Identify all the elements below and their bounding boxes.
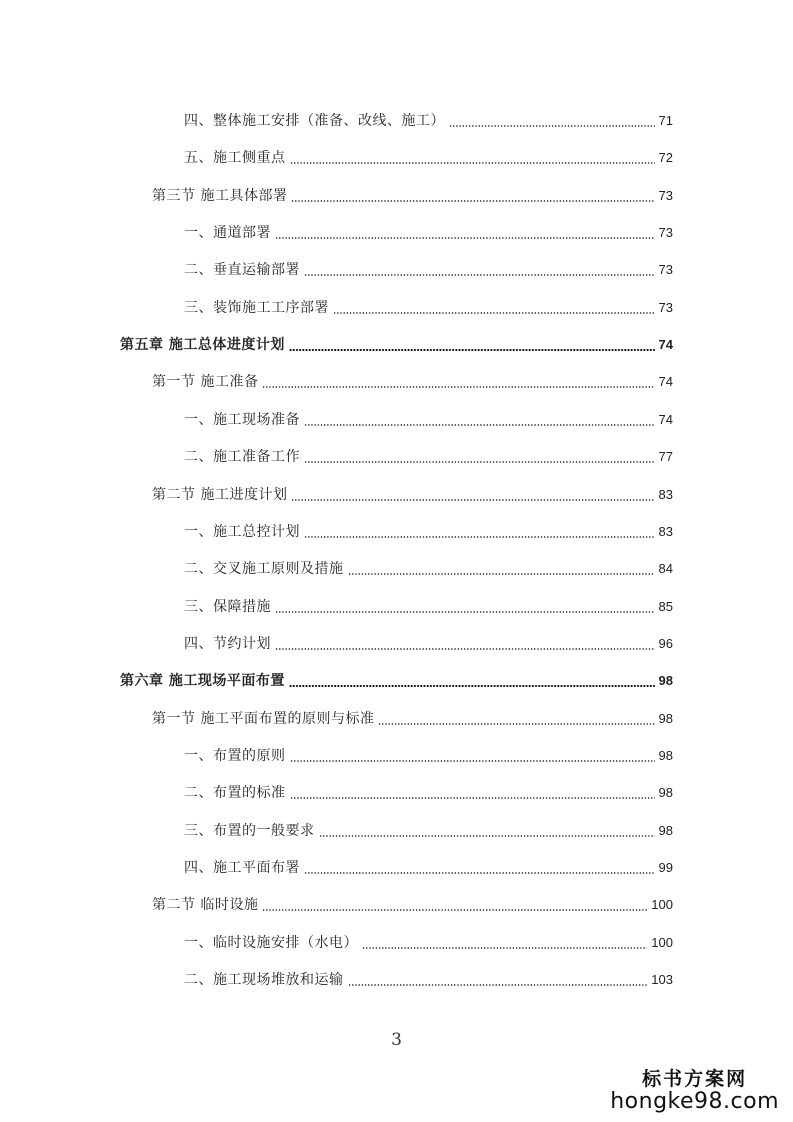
- toc-subsection-entry[interactable]: [184, 820, 673, 842]
- toc-dot-leader: [362, 947, 647, 949]
- toc-entry-title: 二、布置的标准: [184, 785, 286, 802]
- toc-entry-page: 98: [658, 747, 673, 763]
- toc-dot-leader: [378, 723, 654, 725]
- toc-section-entry[interactable]: [152, 484, 673, 506]
- toc-subsection-entry[interactable]: [184, 969, 673, 991]
- toc-entry-page: 98: [658, 673, 673, 689]
- toc-entry-page: 85: [658, 598, 673, 614]
- toc-dot-leader: [275, 611, 655, 613]
- toc-dot-leader: [304, 461, 655, 463]
- toc-dot-leader: [304, 872, 655, 874]
- toc-section-entry[interactable]: [152, 185, 673, 207]
- toc-entry-page: 73: [658, 187, 673, 203]
- toc-entry-title: 一、布置的原则: [184, 747, 286, 764]
- toc-entry-title: 第三节 施工具体部署: [152, 187, 288, 204]
- toc-dot-leader: [291, 499, 654, 501]
- toc-section-entry[interactable]: [152, 371, 673, 393]
- toc-subsection-entry[interactable]: [184, 745, 673, 767]
- toc-entry-title: 四、节约计划: [184, 635, 271, 652]
- toc-dot-leader: [290, 797, 655, 799]
- toc-entry-title: 三、装饰施工工序部署: [184, 299, 329, 316]
- toc-chapter-entry[interactable]: [120, 670, 673, 692]
- toc-entry-title: 三、保障措施: [184, 598, 271, 615]
- toc-subsection-entry[interactable]: [184, 147, 673, 169]
- toc-dot-leader: [275, 237, 655, 239]
- toc-entry-title: 第二节 临时设施: [152, 897, 259, 914]
- watermark-chinese: 标书方案网: [642, 1068, 748, 1090]
- toc-dot-leader: [333, 312, 655, 314]
- toc-entry-title: 二、交叉施工原则及措施: [184, 561, 344, 578]
- toc-dot-leader: [290, 162, 655, 164]
- toc-dot-leader: [262, 386, 654, 388]
- toc-dot-leader: [304, 536, 655, 538]
- toc-entry-page: 96: [658, 635, 673, 651]
- toc-subsection-entry[interactable]: [184, 409, 673, 431]
- toc-entry-title: 二、垂直运输部署: [184, 262, 300, 279]
- toc-entry-page: 103: [651, 972, 673, 988]
- toc-entry-title: 第一节 施工准备: [152, 374, 259, 391]
- toc-entry-page: 72: [658, 150, 673, 166]
- toc-entry-page: 77: [658, 449, 673, 465]
- toc-entry-title: 第五章 施工总体进度计划: [120, 337, 285, 354]
- toc-subsection-entry[interactable]: [184, 222, 673, 244]
- toc-section-entry[interactable]: [152, 894, 673, 916]
- toc-entry-page: 100: [651, 897, 673, 913]
- toc-dot-leader: [348, 573, 655, 575]
- toc-dot-leader: [291, 200, 654, 202]
- toc-chapter-entry[interactable]: [120, 334, 673, 356]
- toc-entry-page: 83: [658, 486, 673, 502]
- toc-subsection-entry[interactable]: [184, 857, 673, 879]
- toc-dot-leader: [319, 835, 655, 837]
- toc-entry-title: 二、施工现场堆放和运输: [184, 972, 344, 989]
- toc-dot-leader: [262, 909, 647, 911]
- toc-entry-title: 四、整体施工安排（准备、改线、施工）: [184, 113, 445, 129]
- toc-entry-page: 84: [658, 561, 673, 577]
- toc-dot-leader: [449, 125, 655, 127]
- toc-entry-title: 五、施工侧重点: [184, 150, 286, 167]
- toc-entry-title: 三、布置的一般要求: [184, 822, 315, 839]
- toc-subsection-entry[interactable]: [184, 259, 673, 281]
- toc-subsection-entry[interactable]: [184, 558, 673, 580]
- toc-entry-page: 83: [658, 523, 673, 539]
- toc-section-entry[interactable]: [152, 708, 673, 730]
- toc-subsection-entry[interactable]: [184, 110, 673, 132]
- page-number: 3: [391, 1030, 402, 1050]
- watermark-logo: [610, 1064, 779, 1114]
- toc-entry-title: 一、通道部署: [184, 225, 271, 242]
- toc-entry-page: 71: [658, 113, 673, 128]
- toc-subsection-entry[interactable]: [184, 633, 673, 655]
- toc-subsection-entry[interactable]: [184, 521, 673, 543]
- toc-entry-title: 二、施工准备工作: [184, 449, 300, 466]
- toc-dot-leader: [289, 685, 655, 687]
- toc-entry-title: 第一节 施工平面布置的原则与标准: [152, 710, 375, 727]
- toc-dot-leader: [289, 349, 655, 351]
- toc-entry-page: 74: [658, 374, 673, 390]
- toc-subsection-entry[interactable]: [184, 782, 673, 804]
- toc-dot-leader: [290, 760, 655, 762]
- toc-dot-leader: [348, 984, 648, 986]
- toc-subsection-entry[interactable]: [184, 596, 673, 618]
- toc-entry-page: 100: [651, 934, 673, 950]
- toc-subsection-entry[interactable]: [184, 446, 673, 468]
- toc-entry-page: 73: [658, 262, 673, 278]
- toc-entry-page: 98: [658, 822, 673, 838]
- toc-entry-page: 98: [658, 785, 673, 801]
- toc-entry-page: 73: [658, 299, 673, 315]
- toc-subsection-entry[interactable]: [184, 932, 673, 954]
- toc-entry-title: 一、施工现场准备: [184, 411, 300, 428]
- toc-entry-page: 74: [658, 337, 673, 353]
- toc-entry-title: 一、临时设施安排（水电）: [184, 934, 358, 951]
- toc-entry-title: 四、施工平面布署: [184, 860, 300, 876]
- toc-subsection-entry[interactable]: [184, 297, 673, 319]
- toc-entry-title: 一、施工总控计划: [184, 523, 300, 540]
- toc-entry-title: 第二节 施工进度计划: [152, 486, 288, 503]
- toc-dot-leader: [304, 274, 655, 276]
- toc-entry-title: 第六章 施工现场平面布置: [120, 673, 285, 690]
- toc-entry-page: 99: [658, 860, 673, 875]
- watermark-url: hongke98.com: [610, 1089, 779, 1114]
- toc-entry-page: 74: [658, 411, 673, 427]
- toc-dot-leader: [304, 424, 655, 426]
- toc-dot-leader: [275, 648, 655, 650]
- toc-entry-page: 98: [658, 710, 673, 726]
- toc-entry-page: 73: [658, 225, 673, 241]
